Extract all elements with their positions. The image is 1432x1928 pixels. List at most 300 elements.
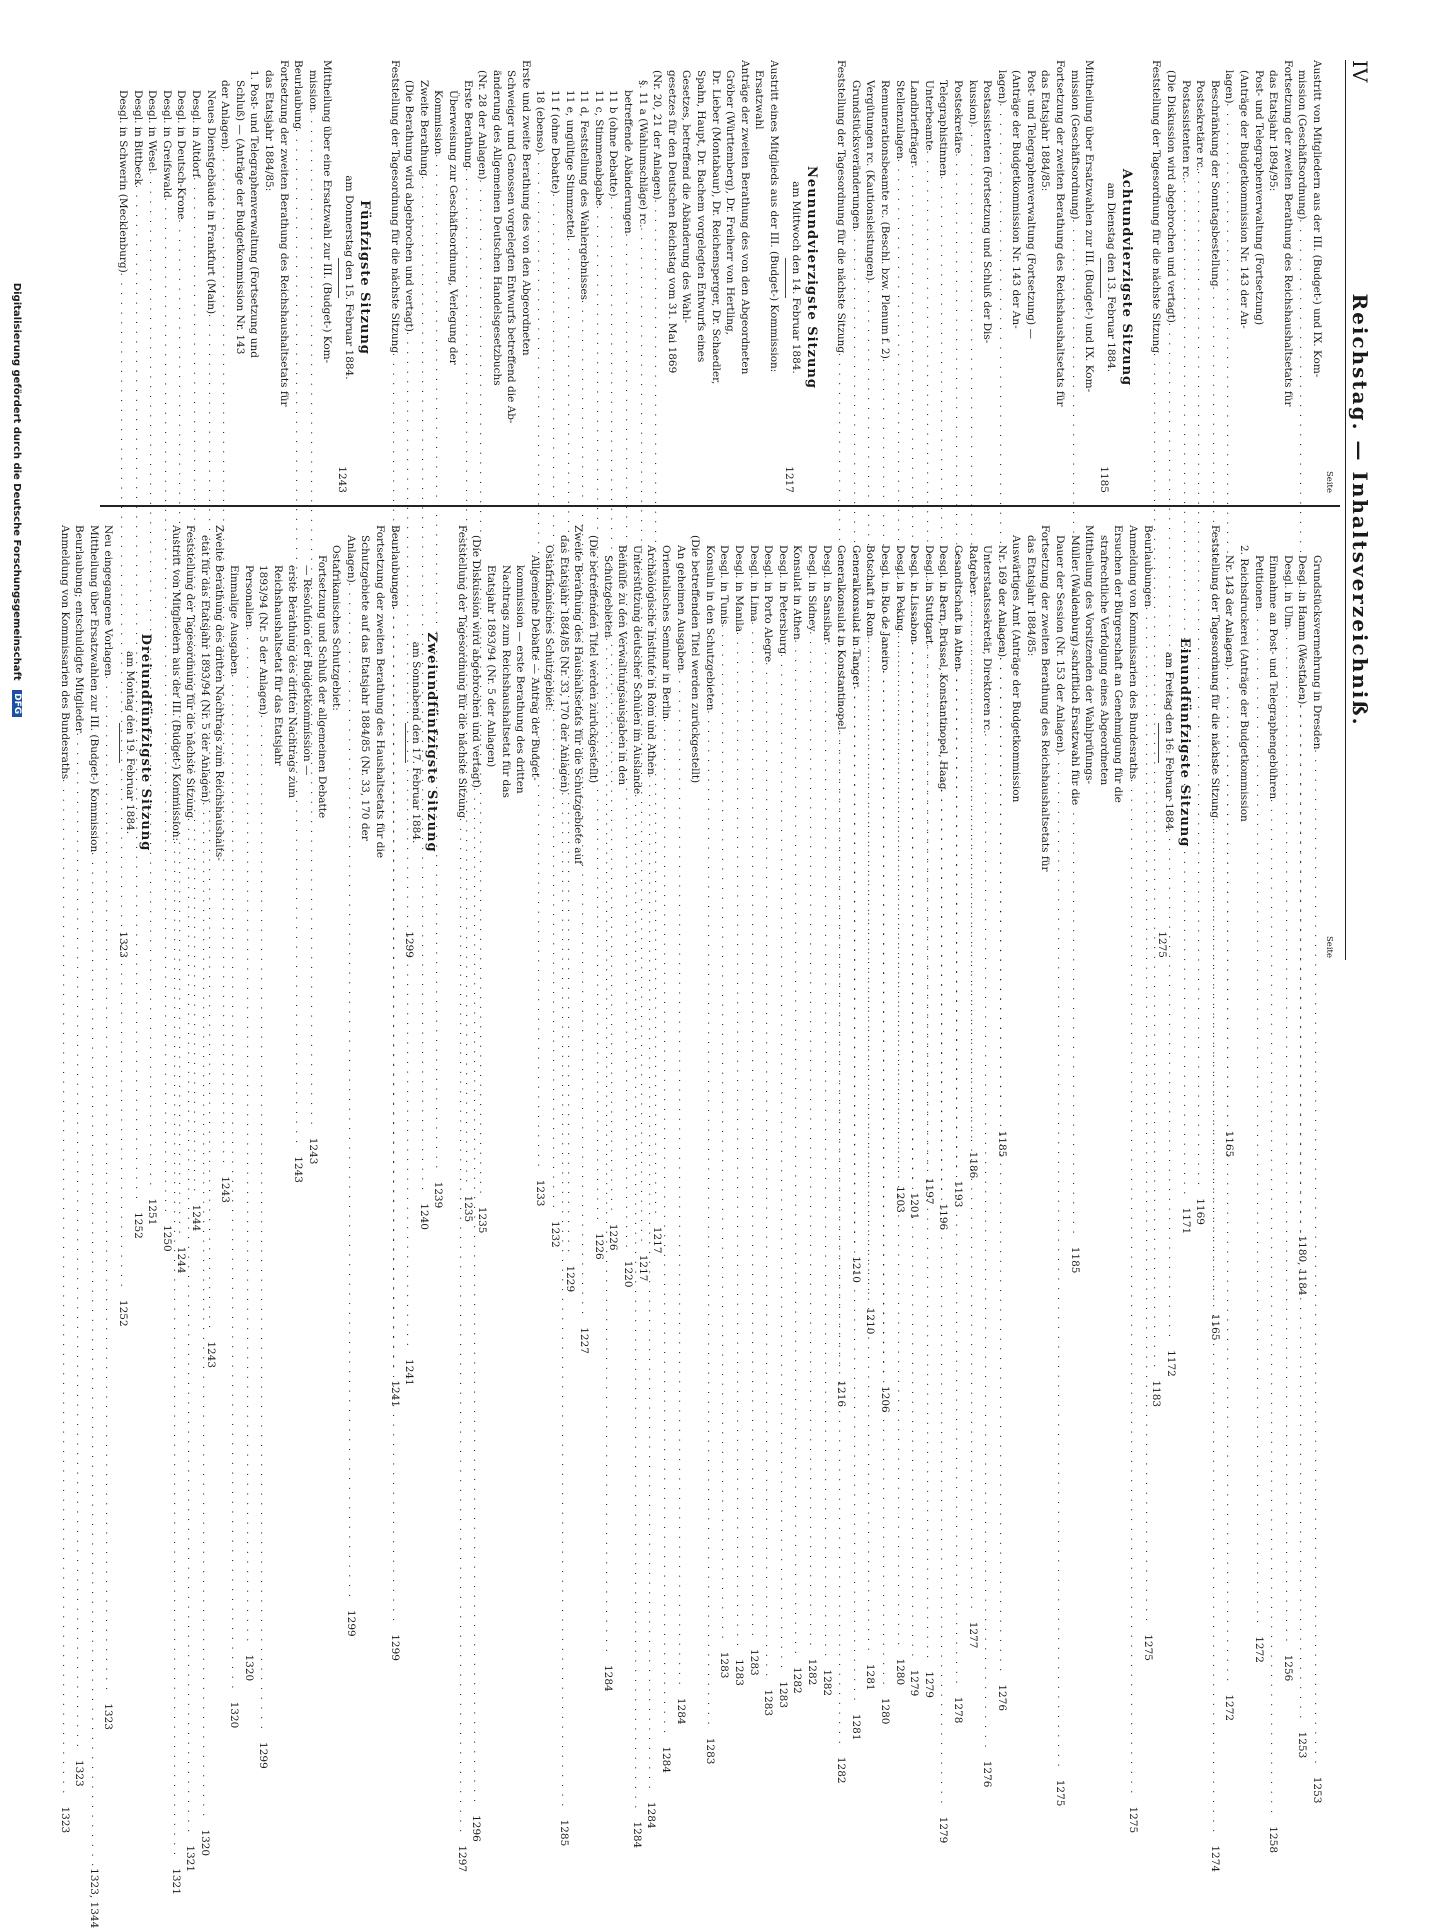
toc-entry-text: §. 11 a (Wahlumschläge) rc.	[636, 80, 649, 228]
toc-entry-text: Nr. 143 der Anlagen)	[1223, 555, 1236, 668]
toc-entry-text: Desgl. in Wesel	[146, 90, 159, 172]
session-date: am Sonnabend den 17. Februar 1884.	[410, 641, 423, 844]
toc-entry-text: (Die Diskussion wird abgebrochen und vertagt)	[1165, 70, 1178, 323]
leader-dots	[761, 662, 776, 1678]
toc-entry-text: 1893/94 (Nr. 5 der Anlagen)	[257, 565, 270, 715]
toc-page-number: 1284	[660, 1746, 673, 1774]
toc-entry-continuation	[1023, 525, 1038, 960]
leader-dots	[1053, 753, 1068, 1769]
toc-entry-text: Desgl. in Tunis	[718, 545, 731, 625]
toc-entry-continuation	[489, 60, 504, 495]
toc-entry-text: Konsuln in den Schutzgebieten	[703, 545, 716, 711]
toc-entry	[101, 525, 116, 1730]
toc-entry-text: Petitionen	[1252, 555, 1265, 610]
toc-entry-text: Ostafrikanisches Schutzgebiet:	[543, 545, 556, 711]
toc-entry-text: Erste und zweite Berathung des von den Abgeordneten	[519, 60, 532, 356]
toc-entry-text: mission	[306, 70, 319, 111]
digitization-footer	[11, 0, 22, 1000]
toc-entry-text: Unterbeamte	[922, 80, 935, 151]
toc-entry-text: Desgl. in Lissabon	[908, 545, 921, 643]
toc-entry	[1082, 60, 1097, 495]
toc-entry	[527, 525, 542, 960]
toc-page-number: 1276	[995, 1684, 1008, 1712]
toc-entry-continuation	[1236, 60, 1251, 495]
toc-entry-text: Ratgeber	[966, 545, 979, 595]
toc-entry-text: 11 c, Stimmenabgabe	[592, 90, 605, 206]
toc-page-number: 1321	[184, 1845, 197, 1873]
toc-page-number: 1210	[849, 1256, 862, 1283]
toc-page-number: 1233	[534, 1179, 547, 1207]
toc-entry	[980, 60, 995, 495]
session-page-number: 1299	[403, 931, 416, 958]
page-number: IV	[1348, 60, 1372, 83]
leader-dots	[877, 671, 892, 1687]
toc-page-number: 1283	[718, 1651, 731, 1679]
toc-entry-continuation	[708, 60, 723, 495]
toc-page-number: 1279	[937, 1816, 950, 1844]
toc-entry-text: Zweite Berathung des Haushaltsetats für die Schutzgebiete auf	[572, 525, 585, 865]
toc-page-number: 1272	[1252, 1636, 1265, 1663]
toc-page-number: 1217	[651, 1226, 664, 1254]
toc-page-number: 1206	[878, 1386, 891, 1413]
leader-dots	[819, 642, 834, 1658]
session-title: Achtundvierzigste Sitzung	[1118, 168, 1134, 387]
toc-entry-text: (Die betreffenden Titel werden zurückgestellt)	[587, 535, 600, 784]
leader-dots	[101, 676, 116, 1692]
leader-dots	[1140, 607, 1155, 1623]
leader-dots	[950, 670, 965, 1686]
toc-page-number: 1243	[292, 1156, 305, 1183]
toc-entry-text: Feststellung der Tagesordnung für die nächste Sitzung	[184, 525, 197, 819]
toc-entry-continuation	[483, 525, 498, 960]
toc-entry-text: 11 d, Feststellung des Wahlergebnisses	[578, 90, 591, 301]
toc-entry-text: Generalkonsulat in Konstantinopel	[835, 545, 848, 730]
leader-dots	[183, 818, 198, 1834]
toc-entry-text: Spahn, Haupt, Dr. Bachem vorgelegten Entwurfs eines	[695, 70, 708, 363]
toc-entry-text: Personalien	[242, 565, 255, 628]
toc-entry-continuation	[261, 60, 276, 495]
leader-dots	[1125, 779, 1140, 1795]
session-title: Fünfzigste Sitzung	[356, 200, 372, 355]
toc-entry-text: 2. Reichsdruckerei (Anträge der Budgetkommission	[1238, 545, 1251, 822]
toc-entry-text: Neues Dienstgebäude in Frankfurt (Main)	[204, 90, 217, 315]
toc-page-number: 1276	[981, 1760, 994, 1788]
leader-dots	[72, 733, 87, 1749]
toc-page-number: 1193	[951, 1180, 964, 1208]
toc-entry-text: Mittheilung über Ersatzwahlen zur III. (Budget-) Kommission	[87, 525, 100, 853]
toc-entry	[1023, 60, 1038, 495]
toc-entry-text: Anlagen)	[344, 535, 357, 583]
toc-entry	[247, 60, 262, 495]
toc-entry-text: (Die Berathung wird abgebrochen und vertagt)	[403, 80, 416, 332]
leader-dots	[994, 657, 1009, 1673]
toc-entry-text: 11 b (ohne Debatte)	[607, 90, 620, 197]
toc-page-number: 1323	[58, 1806, 71, 1834]
toc-entry-text: Unterstaatssekretär, Direktoren rc.	[981, 545, 994, 734]
toc-entry-text: Allgemeine Debatte — Antrag der Budget-	[528, 555, 541, 781]
toc-page-number: 1281	[864, 1663, 877, 1691]
toc-entry-continuation	[1266, 60, 1281, 495]
toc-entry-continuation	[270, 525, 285, 960]
toc-entry-text: gesetzes für den Deutschen Reichstag vom 31. Mai 1869	[665, 70, 678, 374]
toc-page-number: 1323, 1344	[87, 1868, 100, 1928]
toc-entry-text: Erste Berathung	[461, 80, 474, 169]
toc-entry-text: 1. Post- und Telegraphenverwaltung (Fortsetzung und	[248, 70, 261, 358]
toc-entry	[445, 60, 460, 495]
toc-entry-text: Austritt von Mitgliedern aus der III. (Budget-) und IX. Kom-	[1311, 60, 1323, 378]
toc-entry-text: Ostafrikanisches Schutzgebiet:	[330, 545, 343, 711]
toc-page-number: 1282	[835, 1756, 848, 1784]
toc-entry-text: Desgl. in Stuttgart	[922, 545, 935, 645]
toc-entry-text: Austritt von Mitgliedern aus der III. (Budget-) Kommission:	[169, 525, 182, 841]
toc-entry-continuation	[343, 525, 358, 1637]
toc-entry-text: Einnahme an Post- und Telegraphengebühren	[1267, 555, 1280, 800]
toc-entry-text: Unterstützung deutscher Schulen im Auslande	[630, 545, 643, 795]
leader-dots	[834, 730, 849, 1746]
toc-page-number: 1172	[1165, 1350, 1178, 1377]
toc-entry	[1266, 525, 1281, 1854]
toc-entry-text: Desgl. in Rio de Janeiro	[878, 545, 891, 671]
toc-entry	[1309, 60, 1324, 495]
footer-text: Digitalisierung gefördert durch die Deutsche Forschungsgemeinschaft	[11, 282, 22, 681]
toc-entry	[1140, 525, 1155, 1661]
toc-entry-text: (Die Diskussion wird abgebrochen und vertagt)	[470, 535, 483, 788]
toc-entry	[241, 525, 256, 1682]
toc-page-number: 1250	[160, 1225, 173, 1252]
toc-page-number: 1299	[344, 1609, 357, 1637]
toc-page-number: 1232	[549, 1220, 562, 1248]
dfg-logo: DFG	[12, 690, 22, 717]
toc-entry	[658, 525, 673, 1774]
toc-entry	[159, 60, 174, 1252]
leader-dots	[936, 789, 951, 1805]
toc-page-number: 1186	[966, 1151, 979, 1179]
toc-entry	[702, 525, 717, 1765]
page-header	[1345, 60, 1376, 960]
session-title: Neunundvierzigste Sitzung	[803, 166, 819, 389]
toc-entry-continuation	[504, 60, 519, 495]
toc-entry-text: Stellenzulagen	[893, 80, 906, 159]
toc-page-number: 1244	[175, 1246, 188, 1274]
toc-entry-text: Feststellung der Tagesordnung für die nächste Sitzung	[1150, 60, 1163, 354]
toc-page-number: 1217	[636, 1254, 649, 1282]
toc-entry-text: Etatsjahr 1893/94 (Nr. 5 der Anlagen)	[484, 565, 497, 768]
toc-entry	[1082, 525, 1097, 960]
toc-entry-text: lagen)	[995, 70, 1008, 104]
toc-page-number: 1220	[622, 1260, 635, 1288]
toc-entry	[790, 525, 805, 1694]
toc-entry	[737, 60, 752, 495]
toc-page-number: 1283	[733, 1659, 746, 1686]
toc-entry-text: das Etatsjahr 1884/85:	[1039, 70, 1052, 192]
leader-dots	[1207, 818, 1222, 1834]
toc-entry	[673, 525, 688, 1725]
toc-page-number: 1253	[1296, 1731, 1309, 1759]
toc-entry-continuation	[285, 525, 300, 960]
leader-dots	[256, 715, 271, 1731]
toc-page-number: 1183	[1150, 1380, 1163, 1408]
toc-page-number: 1244	[190, 1204, 203, 1232]
toc-page-number: 1243	[204, 1341, 217, 1369]
toc-entry-text: Anmeldung von Kommissarien des Bundesraths	[58, 525, 71, 780]
toc-entry	[72, 525, 87, 1787]
toc-entry	[212, 525, 227, 960]
toc-page-number: 1284	[645, 1801, 658, 1829]
toc-entry-text: (Nr. 28 der Anlagen)	[476, 70, 489, 180]
leader-dots	[454, 818, 469, 1834]
toc-entry-text: (Nr. 20, 21 der Anlagen)	[651, 70, 664, 200]
toc-entry-text: Fortsetzung der zweiten Berathung des Reichshaushaltsetats für	[1039, 525, 1052, 872]
toc-page-number: 1275	[1127, 1806, 1140, 1834]
toc-entry-text: Desgl. in Schwerin (Mecklenburg)	[117, 90, 130, 273]
toc-entry-continuation	[513, 525, 528, 960]
toc-entry-continuation	[693, 60, 708, 495]
toc-entry	[276, 60, 291, 495]
toc-page-number: 1165	[1223, 1130, 1236, 1158]
toc-page-number: 1285	[557, 1819, 570, 1847]
toc-entry-text: Dauer der Session (Nr. 153 der Anlagen)	[1054, 535, 1067, 753]
toc-entry	[688, 525, 703, 960]
toc-entry	[761, 525, 776, 1717]
session-heading	[781, 60, 820, 495]
toc-entry-text: Beihülfe zu den Verwaltungsausgaben in den	[616, 545, 629, 786]
toc-entry	[1125, 525, 1140, 1834]
toc-entry-text: Zweite Berathung	[417, 80, 430, 177]
toc-page-number: 1226	[607, 1223, 620, 1251]
toc-entry-text: Beurlaubung	[292, 60, 305, 130]
toc-entry-text: Ersuchen der Bürgerschaft an Genehmigung für die	[1112, 525, 1125, 803]
session-title: Dreiundfünfzigste Sitzung	[138, 633, 154, 852]
leader-dots	[600, 638, 615, 1654]
leader-dots	[197, 802, 212, 1818]
leader-dots	[629, 794, 644, 1810]
toc-page-number: 1284	[674, 1697, 687, 1725]
toc-page-number: 1253	[1311, 1776, 1323, 1804]
toc-entry-text: Vergütungen rc. (Kautionsleistungen)	[864, 80, 877, 281]
toc-entry-text: Generalkonsulat in Tanger	[849, 545, 862, 687]
leader-dots	[86, 852, 101, 1868]
toc-entry-text: Desgl. in Deutsch-Krone	[175, 90, 188, 220]
toc-entry-text: (Anträge der Budgetkommission Nr. 143 der An-	[1238, 70, 1251, 329]
toc-page-number: 1283	[747, 1648, 760, 1676]
toc-page-number: 1297	[455, 1845, 468, 1873]
toc-entry-text: Desgl. in Lima	[747, 545, 760, 622]
toc-page-number: 1280	[893, 1658, 906, 1686]
toc-page-number: 1299	[388, 1634, 401, 1661]
toc-entry	[314, 525, 329, 960]
toc-page-number: 1197	[922, 1177, 935, 1205]
session-heading	[115, 525, 154, 960]
leader-dots	[921, 644, 936, 1660]
toc-entry-text: das Etatsjahr 1884/85 (Nr. 33, 170 der Anlagen)	[557, 535, 570, 793]
toc-entry-text: betreffende Abänderungen	[622, 90, 635, 234]
toc-entry	[731, 525, 746, 1686]
leader-dots	[226, 674, 241, 1690]
leader-dots	[804, 631, 819, 1647]
toc-entry-text: Botschaft in Rom	[864, 545, 877, 637]
leader-dots	[556, 792, 571, 1808]
toc-entry-text: erste Berathung des dritten Nachtrags zum	[286, 565, 299, 798]
toc-entry-text: Desgl. in Peking	[893, 545, 906, 632]
session-date: am Donnerstag den 15. Februar 1884.	[342, 175, 355, 380]
toc-entry-continuation	[299, 525, 314, 960]
session-page-number: 1217	[782, 466, 795, 493]
toc-page-number: 1226	[592, 1233, 605, 1260]
toc-entry-text: Gröber (Württemberg), Dr. Freiherr von Hertling,	[724, 70, 737, 336]
toc-entry-text: Remunerationsbeamte rc. (Beschl. bzw. Plenum f. 2)	[878, 80, 891, 359]
toc-entry-continuation	[358, 525, 373, 960]
toc-entry-continuation	[1009, 60, 1024, 495]
toc-page-number: 1283	[776, 1681, 789, 1709]
toc-page-number: 1296	[470, 1815, 483, 1842]
toc-entry-text: Beurlaubungen	[1141, 525, 1154, 608]
toc-entry-text: Orientalisches Seminar in Berlin	[660, 545, 673, 720]
toc-entry	[1251, 60, 1266, 495]
leader-dots	[863, 637, 878, 1653]
toc-entry-text: 11 e, ungültige Stimmzettel	[563, 90, 576, 239]
toc-entry	[775, 525, 790, 1709]
leader-dots	[658, 719, 673, 1735]
toc-entry-text: Desgl. in Petersburg	[776, 545, 789, 655]
toc-entry-text: Feststellung der Tagesordnung für die nächste Sitzung	[455, 525, 468, 819]
toc-entry-text: Desgl. in Ulm	[1281, 555, 1294, 628]
toc-page-number: 1282	[791, 1666, 804, 1694]
toc-entry-text: Anträge der zweiten Berathung des von den Abgeordneten	[738, 60, 751, 375]
toc-entry-text: Feststellung der Tagesordnung für die nächste Sitzung	[1208, 525, 1221, 819]
toc-entry-text: mission (Geschäftsordnung)	[1068, 70, 1081, 220]
toc-entry	[372, 525, 387, 960]
toc-page-number: 1227	[578, 1327, 591, 1354]
toc-entry-continuation	[723, 60, 738, 495]
toc-entry-text: (Anträge der Budgetkommission Nr. 143 der An-	[1010, 70, 1023, 329]
toc-entry-text: Reichshaushaltsetat für das Etatsjahr	[271, 565, 284, 766]
toc-page-number: 1201	[908, 1192, 921, 1220]
session-page-number: 1185	[1097, 466, 1110, 493]
session-page-number: 1243	[335, 466, 348, 493]
toc-entry-text: Schutzgebieten	[601, 555, 614, 638]
leader-dots	[1280, 627, 1295, 1643]
leader-dots	[848, 687, 863, 1703]
toc-entry-text: Grundstücksvermehrung in Dresden	[1311, 555, 1323, 750]
toc-entry-continuation	[1053, 525, 1068, 1807]
toc-entry-text: Desgl. in Bittbeck	[131, 90, 144, 185]
toc-page-number: 1280	[878, 1697, 891, 1725]
toc-entry-continuation	[1096, 525, 1111, 960]
toc-entry-text: — Resolution der Budgetkommission —	[301, 565, 313, 776]
toc-entry	[1236, 525, 1251, 960]
leader-dots	[673, 671, 688, 1687]
toc-entry-text: Archäologische Institute in Rom und Athen	[645, 545, 658, 775]
session-date: am Montag den 19. Februar 1884.	[124, 650, 137, 835]
toc-entry	[1251, 525, 1266, 1663]
toc-page-number: 1239	[432, 1181, 445, 1209]
leader-dots	[1251, 609, 1266, 1625]
toc-entry	[86, 525, 101, 1928]
toc-entry	[57, 525, 72, 1834]
toc-entry	[542, 525, 557, 960]
session-date: am Freitag den 16. Februar 1884.	[1163, 651, 1176, 834]
seite-label: Seite	[1324, 935, 1334, 958]
leader-dots	[1295, 704, 1310, 1720]
toc-page-number: 1241	[403, 1359, 416, 1386]
toc-entry-text: Post- und Telegraphenverwaltung (Fortsetzung) —	[1024, 70, 1037, 339]
toc-page-number: 1241	[388, 1380, 401, 1408]
toc-entry-text: Schluß) — (Anträge der Budgetkommission Nr. 143	[233, 80, 246, 355]
session-date: am Mittwoch den 14. Februar 1884.	[789, 181, 802, 374]
toc-entry-text: Grundstücksveränderungen	[849, 80, 862, 230]
toc-page-number: 1169	[1194, 1198, 1207, 1225]
leader-dots	[469, 788, 484, 1804]
toc-page-number: 1275	[1054, 1779, 1067, 1807]
leader-dots	[965, 595, 980, 1611]
leader-dots	[644, 775, 659, 1791]
toc-entry-text: Postassistenten (Fortsetzung und Schluß der Dis-	[981, 80, 994, 344]
session-title: Zweiundfünfzigste Sitzung	[424, 632, 440, 853]
leader-dots	[387, 607, 402, 1623]
toc-entry-text: Anmeldung von Kommissarien des Bundesraths	[1127, 525, 1140, 780]
toc-entry-text: Neu eingegangene Vorlagen	[102, 525, 115, 677]
toc-entry-text: Desgl. in Altdorf	[190, 90, 203, 178]
toc-entry-text: Zweite Berathung des dritten Nachtrags zum Reichshaushalts-	[213, 525, 226, 861]
toc-page-number: 1252	[131, 1212, 144, 1239]
toc-entry-text: Ersatzwahl	[753, 70, 766, 130]
toc-entry	[746, 525, 761, 1676]
toc-entry	[717, 525, 732, 1679]
toc-page-number: 1185	[995, 1130, 1008, 1158]
toc-entry-text: Fortsetzung der zweiten Berathung des Reichshaushaltsetats für	[277, 60, 290, 407]
seite-label: Seite	[1324, 470, 1334, 493]
toc-entry-text: Einmalige Ausgaben	[228, 565, 241, 675]
toc-entry-continuation	[1038, 60, 1053, 495]
toc-entry	[1280, 60, 1295, 495]
running-title: Reichstag. — Inhaltsverzeichniß.	[1348, 293, 1372, 727]
toc-entry-text: Post- und Telegraphenverwaltung (Fortsetzung)	[1252, 70, 1265, 326]
toc-page-number: 1278	[951, 1696, 964, 1724]
leader-dots	[702, 711, 717, 1727]
toc-page-number: 1171	[1179, 1207, 1192, 1235]
toc-entry-text: Gesetzes, betreffend die Abänderung des Wahl-	[680, 70, 693, 324]
toc-entry-text: Postassistenten rc.	[1179, 80, 1192, 181]
toc-entry	[1193, 60, 1208, 1225]
leader-dots	[1309, 750, 1324, 1766]
leader-dots	[343, 583, 358, 1599]
toc-page-number: 1272	[1223, 1694, 1236, 1722]
toc-page-number: 1235	[476, 1206, 489, 1234]
leader-dots	[168, 841, 183, 1857]
session-heading	[334, 60, 373, 495]
toc-entry-text: Landbriefträger	[908, 80, 921, 166]
toc-entry-continuation	[679, 60, 694, 495]
session-date: am Dienstag den 13. Februar 1884.	[1104, 182, 1117, 373]
toc-page-number: 1323	[73, 1759, 86, 1787]
toc-entry-text: Desgl. in Hamm (Westfalen)	[1296, 555, 1309, 705]
session-page-number: 1275	[1156, 931, 1169, 958]
toc-page-number: 1229	[563, 1265, 576, 1293]
toc-entry	[1038, 525, 1053, 960]
toc-entry-text: mission (Geschäftsordnung)	[1296, 70, 1309, 220]
toc-page-number: 1185	[1068, 1246, 1081, 1274]
toc-entry-text: Desgl. in Bern, Brüssel, Konstantinopel, Haag	[937, 545, 950, 790]
toc-entry-text: Desgl. in Sidney	[806, 545, 818, 632]
leader-dots	[980, 734, 995, 1750]
toc-entry-text: 18 (ebenso)	[534, 90, 547, 153]
toc-entry-text: Müller (Waldenburg) schriftlich Ersatzwahl für die	[1068, 535, 1081, 806]
toc-entry-text: Desgl. in Manila	[733, 545, 746, 632]
leader-dots	[57, 779, 72, 1795]
toc-entry-text: Fortsetzung der zweiten Berathung des Reichshaushaltsetats für	[1281, 60, 1294, 407]
toc-entry	[329, 525, 344, 960]
toc-page-number: 1196	[937, 1203, 950, 1231]
